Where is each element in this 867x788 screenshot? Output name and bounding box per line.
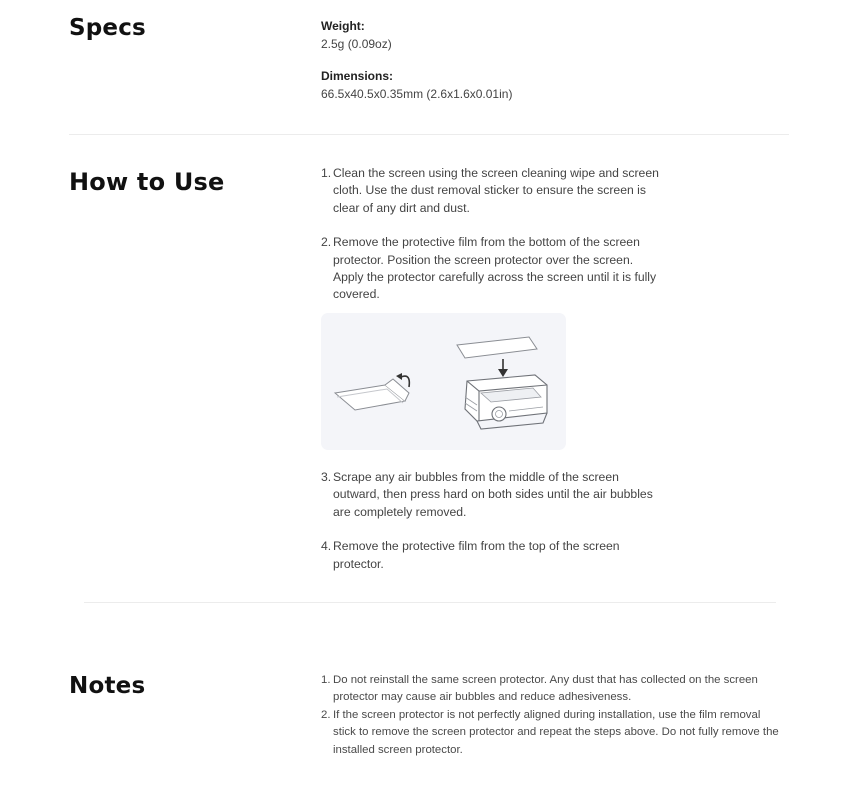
- specs-heading: Specs: [69, 15, 146, 41]
- note-text: Do not reinstall the same screen protector. Any dust that has collected on the screen protector may cause air bubbles and reduce adhesiveness.: [333, 674, 758, 704]
- step-item: [321, 165, 661, 217]
- section-divider: [69, 134, 789, 135]
- peel-film-icon: [335, 379, 409, 410]
- notes-list: [321, 672, 781, 759]
- step-item: [321, 538, 661, 573]
- section-divider: [84, 602, 776, 603]
- screen-protector-icon: [457, 337, 537, 358]
- installation-illustration: [321, 313, 566, 450]
- step-number: 2.: [321, 235, 332, 250]
- weight-label: Weight:: [321, 19, 365, 33]
- step-text: Clean the screen using the screen cleaning wipe and screen cloth. Use the dust removal sticker to ensure the screen is clear of any dirt and dust.: [333, 166, 659, 215]
- dimensions-value: 66.5x40.5x0.35mm (2.6x1.6x0.01in): [321, 87, 513, 101]
- down-arrow-icon: [498, 359, 508, 377]
- note-number: 2.: [321, 708, 331, 721]
- camera-device-icon: [465, 375, 547, 429]
- note-item: [321, 707, 781, 759]
- illustration-drawing: [321, 313, 566, 450]
- step-text: Remove the protective film from the bottom of the screen protector. Position the screen protector over the screen. Apply the protector carefully across the screen until it is fully covered.: [333, 235, 657, 302]
- how-to-steps-bottom: [321, 469, 661, 573]
- notes-heading: Notes: [69, 673, 146, 699]
- step-number: 4.: [321, 539, 332, 554]
- how-to-steps-top: [321, 165, 661, 304]
- step-text: Remove the protective film from the top of the screen protector.: [333, 539, 620, 571]
- note-number: 1.: [321, 674, 331, 686]
- weight-value: 2.5g (0.09oz): [321, 37, 392, 51]
- specs-list: [321, 19, 621, 101]
- note-text: If the screen protector is not perfectly aligned during installation, use the film removal stick to remove the screen protector and repeat the steps above. Do not fully remove the installed screen protector.: [333, 708, 779, 756]
- note-item: [321, 672, 781, 707]
- step-item: [321, 469, 661, 521]
- step-number: 3.: [321, 470, 332, 484]
- step-item: [321, 234, 661, 304]
- dimensions-label: Dimensions:: [321, 69, 394, 83]
- step-number: 1.: [321, 166, 332, 180]
- step-text: Scrape any air bubbles from the middle of the screen outward, then press hard on both sides until the air bubbles are completely removed.: [333, 470, 653, 519]
- how-to-use-heading: How to Use: [69, 168, 225, 196]
